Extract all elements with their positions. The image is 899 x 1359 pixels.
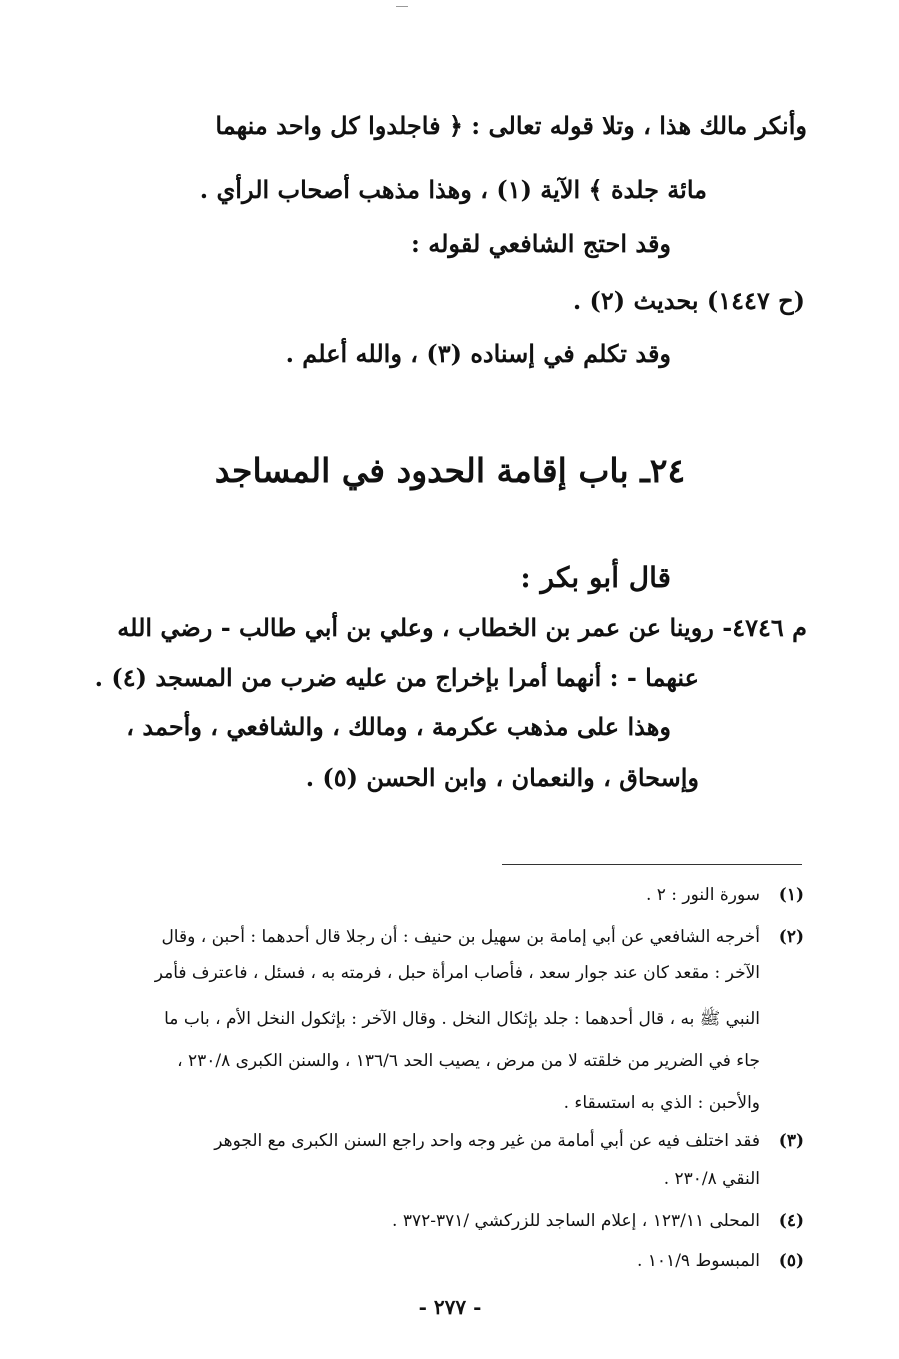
footnote-number: (٥) <box>778 1251 804 1271</box>
section-line-1: م ٤٧٤٦- روينا عن عمر بن الخطاب ، وعلي بن أبي طالب - رضي الله <box>117 613 807 642</box>
body-line-2: مائة جلدة ﴾ الآية (١) ، وهذا مذهب أصحاب الرأي . <box>199 175 707 204</box>
footnote-2-line-3: النبي ﷺ به ، قال أحدهما : جلد بإثكال النخل . وقال الآخر : بإثكول النخل الأم ، باب ما <box>164 1009 760 1029</box>
footnote-number: (٢) <box>778 927 804 947</box>
footnote-number: (١) <box>778 885 804 905</box>
footnote-4 <box>392 1206 804 1236</box>
body-line-1: وأنكر مالك هذا ، وتلا قوله تعالى : ﴿ فاجلدوا كل واحد منهما <box>215 111 807 140</box>
footnote-text: أخرجه الشافعي عن أبي إمامة بن سهيل بن حنيف : أن رجلا قال أحدهما : أحبن ، وقال <box>161 927 760 947</box>
chapter-title: ٢٤ـ باب إقامة الحدود في المساجد <box>214 451 686 490</box>
footnote-text: سورة النور : ٢ . <box>645 885 760 905</box>
section-line-4: وإسحاق ، والنعمان ، وابن الحسن (٥) . <box>305 763 699 792</box>
section-speaker: قال أبو بكر : <box>520 561 671 594</box>
footnote-number: (٤) <box>778 1211 804 1231</box>
footnote-5 <box>637 1246 804 1276</box>
body-line-3: وقد احتج الشافعي لقوله : <box>411 229 671 258</box>
footnote-2 <box>161 922 804 952</box>
footnote-2-line-5: والأحبن : الذي به استسقاء . <box>563 1093 760 1113</box>
page-number: - ٢٧٧ - <box>418 1295 482 1319</box>
footnote-text: المبسوط ١٠١/٩ . <box>636 1251 760 1271</box>
section-line-3: وهذا على مذهب عكرمة ، ومالك ، والشافعي ، وأحمد ، <box>126 712 671 741</box>
footnote-1 <box>646 880 804 910</box>
footnote-number: (٣) <box>778 1131 804 1151</box>
footnote-3-line-2: النقي ٢٣٠/٨ . <box>663 1169 760 1189</box>
section-line-2: عنهما - : أنهما أمرا بإخراج من عليه ضرب من المسجد (٤) . <box>94 663 699 692</box>
footnote-3 <box>214 1126 804 1156</box>
body-line-4-hadith-ref: (ح ١٤٤٧) بحديث (٢) . <box>572 286 805 315</box>
footnote-text: فقد اختلف فيه عن أبي أمامة من غير وجه واحد راجع السنن الكبرى مع الجوهر <box>214 1131 760 1151</box>
top-scan-mark <box>396 6 408 7</box>
body-line-5: وقد تكلم في إسناده (٣) ، والله أعلم . <box>285 339 671 368</box>
footnote-text: المحلى ١٢٣/١١ ، إعلام الساجد للزركشي /٣٧١-٣٧٢ . <box>392 1211 760 1231</box>
footnote-2-line-2: الآخر : مقعد كان عند جوار سعد ، فأصاب امرأة حبل ، فرمته به ، فسئل ، فاعترف فأمر <box>154 963 760 983</box>
footnote-2-line-4: جاء في الضرير من خلقته لا من مرض ، يصيب الحد ١٣٦/٦ ، والسنن الكبرى ٢٣٠/٨ ، <box>177 1051 760 1071</box>
footnote-separator <box>502 864 802 865</box>
